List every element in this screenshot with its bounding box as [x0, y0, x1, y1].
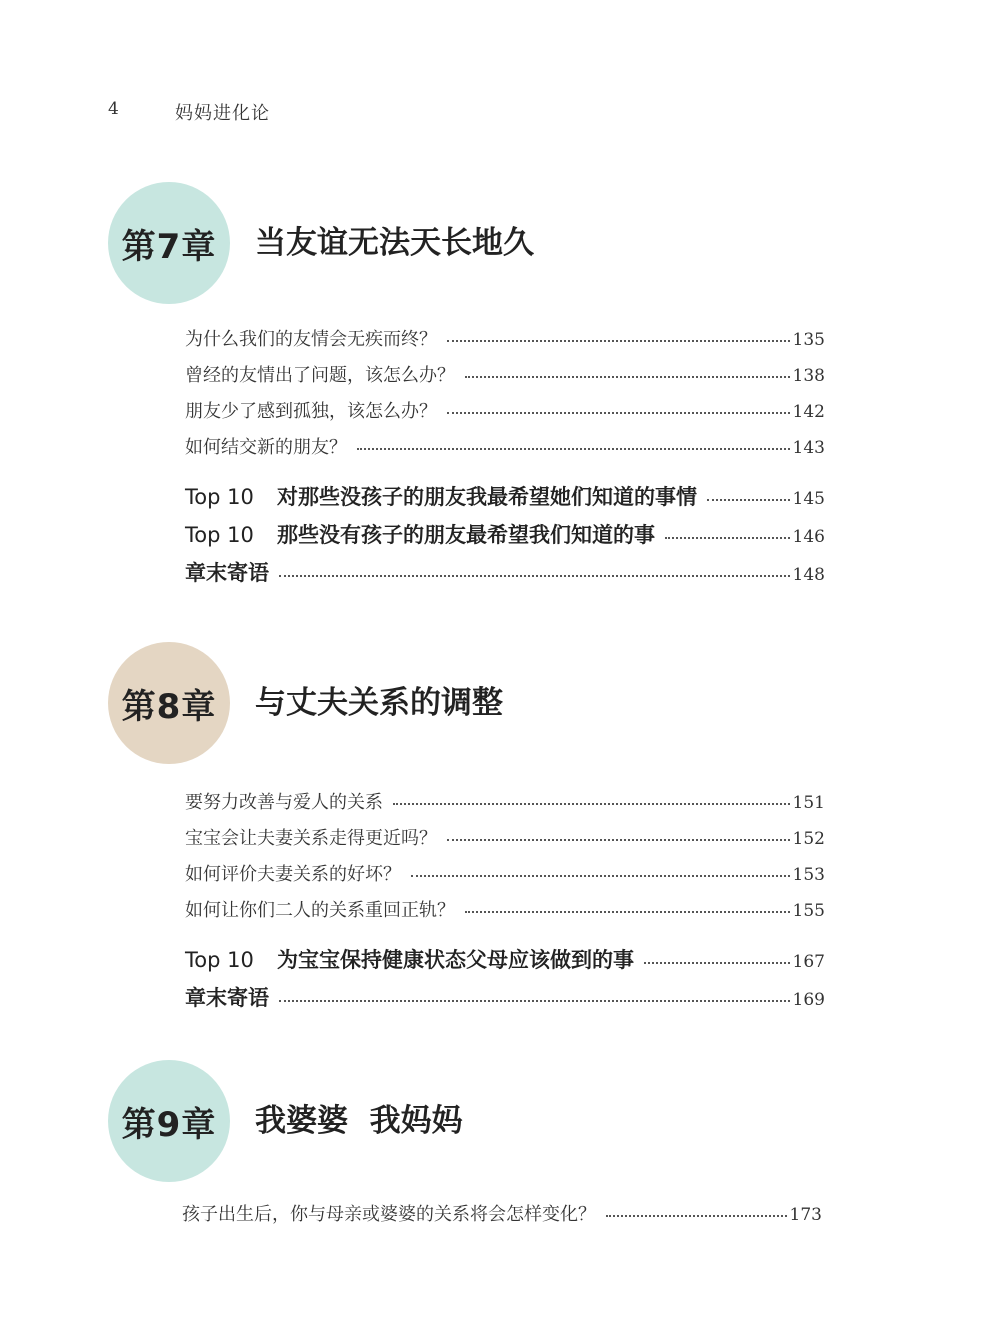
dot-leader: [465, 376, 790, 378]
toc-entry[interactable]: [185, 896, 825, 922]
entry-page: 167: [792, 952, 825, 972]
entry-page: 142: [792, 402, 825, 422]
entry-page: 153: [792, 865, 825, 885]
chapter-title: 当友谊无法天长地久: [255, 225, 534, 261]
toc-entry-epilogue[interactable]: [185, 557, 825, 587]
toc-entry[interactable]: [185, 397, 825, 423]
dot-leader: [707, 499, 790, 501]
toc-entry[interactable]: [182, 1200, 822, 1226]
dot-leader: [665, 537, 790, 539]
toc-entry[interactable]: [185, 433, 825, 459]
entry-title: 章末寄语: [185, 986, 269, 1010]
dot-leader: [279, 1000, 790, 1002]
toc-entry[interactable]: [185, 361, 825, 387]
dot-leader: [393, 803, 790, 805]
entry-page: 173: [789, 1205, 822, 1225]
chapter-title: 与丈夫关系的调整: [255, 685, 503, 721]
entry-page: 155: [792, 901, 825, 921]
book-title: 妈妈进化论: [175, 103, 270, 124]
entry-title: 如何结交新的朋友？: [185, 437, 347, 458]
chapter-heading: [108, 182, 808, 304]
entry-page: 145: [792, 489, 825, 509]
entry-title: 对那些没孩子的朋友我最希望她们知道的事情: [277, 485, 697, 509]
dot-leader: [357, 448, 790, 450]
toc-entry-top10[interactable]: [185, 519, 825, 549]
entry-title: 为宝宝保持健康状态父母应该做到的事: [277, 948, 634, 972]
entry-title: 如何评价夫妻关系的好坏？: [185, 864, 401, 885]
entry-title: 曾经的友情出了问题，该怎么办？: [185, 365, 455, 386]
toc-entry-top10[interactable]: [185, 944, 825, 974]
entry-page: 152: [792, 829, 825, 849]
dot-leader: [279, 575, 790, 577]
toc-entry[interactable]: [185, 824, 825, 850]
entry-title: 如何让你们二人的关系重回正轨？: [185, 900, 455, 921]
entry-title: 宝宝会让夫妻关系走得更近吗？: [185, 828, 437, 849]
dot-leader: [644, 962, 790, 964]
page-header: [0, 99, 1000, 125]
dot-leader: [447, 839, 790, 841]
entry-page: 143: [792, 438, 825, 458]
entry-title: 章末寄语: [185, 561, 269, 585]
toc-entry-top10[interactable]: [185, 481, 825, 511]
entry-page: 135: [792, 330, 825, 350]
page-number: 4: [108, 99, 119, 119]
entry-title: 孩子出生后，你与母亲或婆婆的关系将会怎样变化？: [182, 1204, 596, 1225]
entry-page: 151: [792, 793, 825, 813]
chapter-heading: [108, 1060, 808, 1182]
entry-title: 朋友少了感到孤独，该怎么办？: [185, 401, 437, 422]
top10-tag: Top 10: [185, 948, 254, 972]
dot-leader: [465, 911, 790, 913]
entry-page: 146: [792, 527, 825, 547]
dot-leader: [447, 340, 790, 342]
entry-page: 148: [792, 565, 825, 585]
chapter-badge: 第9章: [108, 1060, 230, 1182]
dot-leader: [447, 412, 790, 414]
toc-entry-epilogue[interactable]: [185, 982, 825, 1012]
dot-leader: [411, 875, 790, 877]
chapter-title: 我婆婆 我妈妈: [255, 1103, 463, 1139]
toc-entry[interactable]: [185, 860, 825, 886]
entry-title: 为什么我们的友情会无疾而终？: [185, 329, 437, 350]
top10-tag: Top 10: [185, 485, 254, 509]
entry-page: 169: [792, 990, 825, 1010]
chapter-badge: 第8章: [108, 642, 230, 764]
entry-title: 那些没有孩子的朋友最希望我们知道的事: [277, 523, 655, 547]
chapter-badge: 第7章: [108, 182, 230, 304]
entry-title: 要努力改善与爱人的关系: [185, 792, 383, 813]
top10-tag: Top 10: [185, 523, 254, 547]
chapter-heading: [108, 642, 808, 764]
toc-entry[interactable]: [185, 788, 825, 814]
entry-page: 138: [792, 366, 825, 386]
dot-leader: [606, 1215, 787, 1217]
toc-entry[interactable]: [185, 325, 825, 351]
